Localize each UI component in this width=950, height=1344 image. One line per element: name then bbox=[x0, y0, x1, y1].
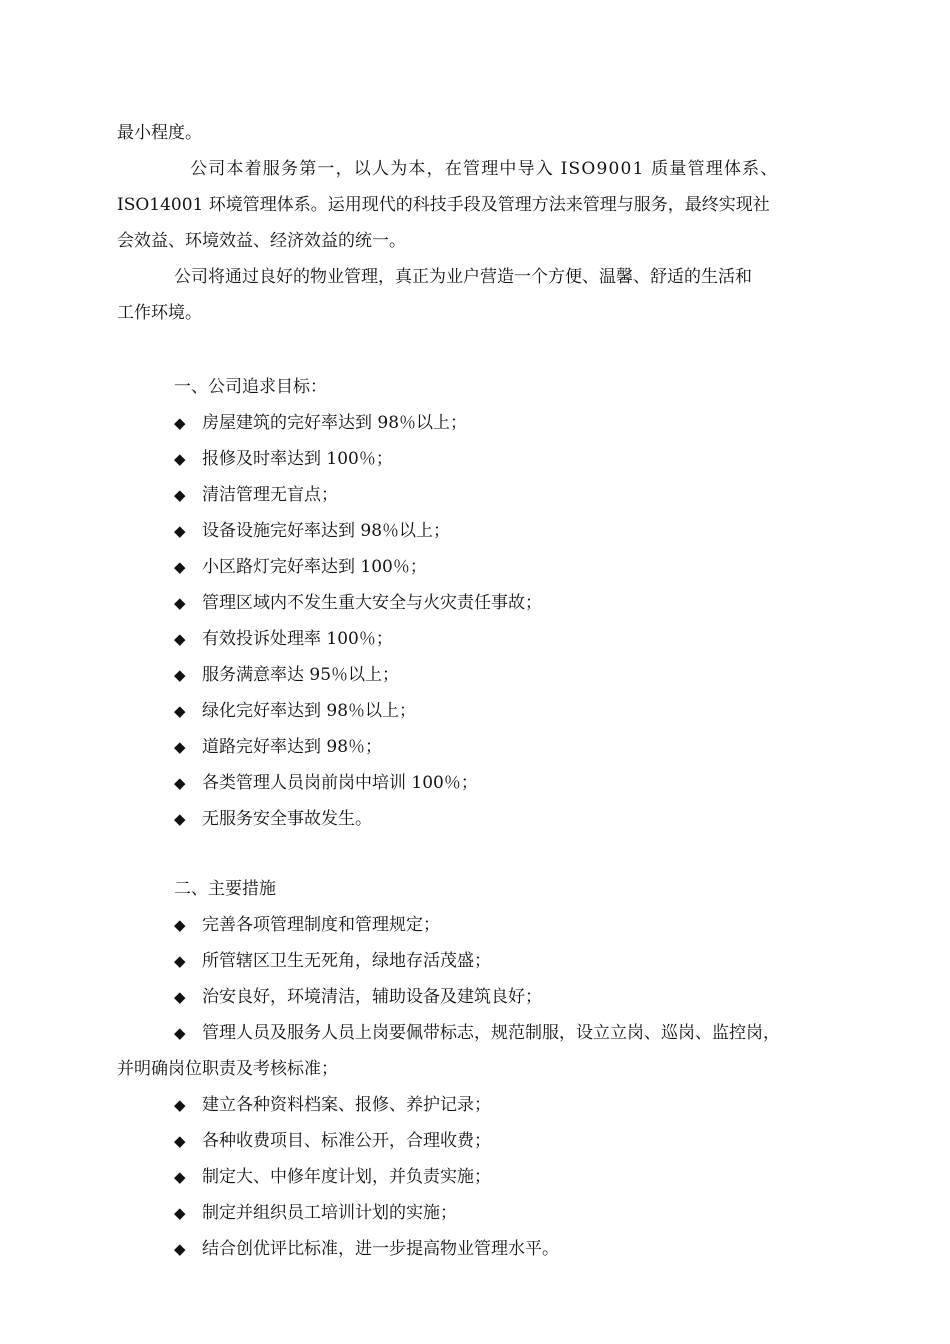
list-item bbox=[174, 1166, 491, 1188]
diamond-bullet-icon: ◆ bbox=[174, 594, 186, 612]
list-item-text: 报修及时率达到 100％； bbox=[202, 449, 393, 469]
list-item bbox=[174, 664, 399, 686]
diamond-bullet-icon: ◆ bbox=[174, 414, 186, 432]
list-item bbox=[174, 412, 467, 434]
list-item-text: 服务满意率达 95％以上； bbox=[202, 665, 400, 685]
list-item bbox=[174, 1094, 491, 1116]
diamond-bullet-icon: ◆ bbox=[174, 810, 186, 828]
list-item-text: 管理人员及服务人员上岗要佩带标志，规范制服，设立立岗、巡岗、监控岗， bbox=[202, 1023, 780, 1043]
list-item-text: 有效投诉处理率 100％； bbox=[202, 629, 393, 649]
diamond-bullet-icon: ◆ bbox=[174, 1240, 186, 1258]
diamond-bullet-icon: ◆ bbox=[174, 486, 186, 504]
list-item bbox=[174, 1022, 780, 1044]
diamond-bullet-icon: ◆ bbox=[174, 702, 186, 720]
list-item bbox=[174, 736, 382, 758]
diamond-bullet-icon: ◆ bbox=[174, 916, 186, 934]
list-item bbox=[174, 914, 440, 936]
list-item-text: 各种收费项目、标准公开，合理收费； bbox=[202, 1131, 491, 1151]
diamond-bullet-icon: ◆ bbox=[174, 1096, 186, 1114]
list-item-text: 无服务安全事故发生。 bbox=[202, 809, 372, 829]
list-item-text: 所管辖区卫生无死角，绿地存活茂盛； bbox=[202, 951, 491, 971]
diamond-bullet-icon: ◆ bbox=[174, 450, 186, 468]
list-item bbox=[174, 772, 478, 794]
diamond-bullet-icon: ◆ bbox=[174, 1132, 186, 1150]
intro-line-6: 工作环境。 bbox=[117, 303, 202, 323]
diamond-bullet-icon: ◆ bbox=[174, 630, 186, 648]
diamond-bullet-icon: ◆ bbox=[174, 1024, 186, 1042]
list-item bbox=[174, 448, 393, 470]
diamond-bullet-icon: ◆ bbox=[174, 952, 186, 970]
list-item bbox=[174, 1130, 491, 1152]
list-item bbox=[174, 556, 427, 578]
list-item bbox=[174, 700, 416, 722]
section-heading-goals: 一、公司追求目标： bbox=[174, 377, 327, 397]
list-item-text: 房屋建筑的完好率达到 98％以上； bbox=[202, 413, 468, 433]
list-item bbox=[174, 628, 393, 650]
list-item-text: 设备设施完好率达到 98％以上； bbox=[202, 521, 451, 541]
diamond-bullet-icon: ◆ bbox=[174, 558, 186, 576]
list-item-text: 结合创优评比标准，进一步提高物业管理水平。 bbox=[202, 1239, 559, 1259]
list-item bbox=[174, 592, 542, 614]
list-item-text: 管理区域内不发生重大安全与火灾责任事故； bbox=[202, 593, 542, 613]
list-item-text: 绿化完好率达到 98％以上； bbox=[202, 701, 417, 721]
list-item-text: 治安良好，环境清洁，辅助设备及建筑良好； bbox=[202, 987, 542, 1007]
section-heading-measures: 二、主要措施 bbox=[174, 879, 276, 899]
diamond-bullet-icon: ◆ bbox=[174, 1204, 186, 1222]
diamond-bullet-icon: ◆ bbox=[174, 988, 186, 1006]
list-item-text: 清洁管理无盲点； bbox=[202, 485, 338, 505]
intro-line-2: 公司本着服务第一，以人为本，在管理中导入 ISO9001 质量管理体系、 bbox=[190, 159, 779, 179]
list-item bbox=[174, 950, 491, 972]
list-item bbox=[174, 1238, 559, 1260]
list-item-text: 制定并组织员工培训计划的实施； bbox=[202, 1203, 457, 1223]
list-item bbox=[174, 1202, 457, 1224]
intro-line-5: 公司将通过良好的物业管理，真正为业户营造一个方便、温馨、舒适的生活和 bbox=[174, 267, 752, 287]
list-item bbox=[174, 484, 338, 506]
diamond-bullet-icon: ◆ bbox=[174, 666, 186, 684]
intro-line-4: 会效益、环境效益、经济效益的统一。 bbox=[117, 231, 406, 251]
diamond-bullet-icon: ◆ bbox=[174, 774, 186, 792]
diamond-bullet-icon: ◆ bbox=[174, 1168, 186, 1186]
list-item-text: 小区路灯完好率达到 100％； bbox=[202, 557, 427, 577]
list-item bbox=[174, 520, 450, 542]
intro-line-3: ISO14001 环境管理体系。运用现代的科技手段及管理方法来管理与服务，最终实现社 bbox=[117, 195, 770, 215]
diamond-bullet-icon: ◆ bbox=[174, 738, 186, 756]
list-item bbox=[174, 808, 372, 830]
intro-line-1: 最小程度。 bbox=[117, 123, 202, 143]
list-item-continuation: 并明确岗位职责及考核标准； bbox=[117, 1059, 338, 1079]
list-item-text: 道路完好率达到 98％； bbox=[202, 737, 383, 757]
list-item-text: 完善各项管理制度和管理规定； bbox=[202, 915, 440, 935]
diamond-bullet-icon: ◆ bbox=[174, 522, 186, 540]
list-item-text: 建立各种资料档案、报修、养护记录； bbox=[202, 1095, 491, 1115]
list-item-text: 制定大、中修年度计划，并负责实施； bbox=[202, 1167, 491, 1187]
list-item-text: 各类管理人员岗前岗中培训 100％； bbox=[202, 773, 478, 793]
list-item bbox=[174, 986, 542, 1008]
